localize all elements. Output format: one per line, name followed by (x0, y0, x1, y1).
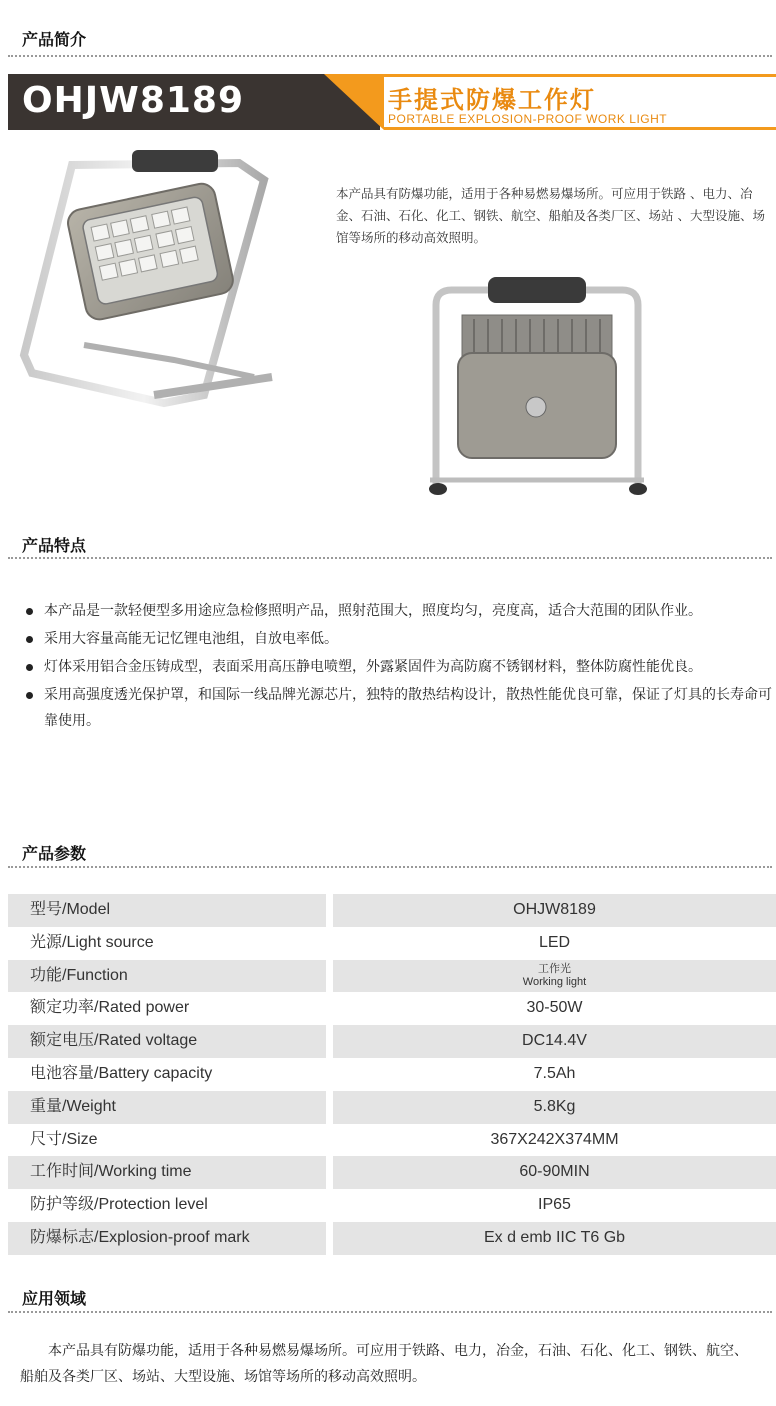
intro-text: 本产品具有防爆功能，适用于各种易燃易爆场所。可应用于铁路 、电力、冶金、石油、石化、化工、钢铁、航空、船舶及各类厂区、场站 、大型设施、场馆等场所的移动高效照明。 (336, 186, 765, 245)
lamp-back-image (418, 275, 656, 500)
param-key: 额定功率/Rated power (30, 999, 190, 1017)
param-key: 尺寸/Size (30, 1130, 98, 1148)
table-row (8, 1091, 776, 1124)
param-value: DC14.4V (333, 1025, 776, 1058)
param-key: 光源/Light source (30, 933, 154, 951)
feature-list (22, 598, 772, 736)
table-row (8, 960, 776, 993)
table-row (8, 1124, 776, 1157)
param-value: OHJW8189 (333, 894, 776, 927)
param-key: 型号/Model (8, 894, 326, 927)
table-row (8, 1156, 776, 1189)
param-value: 5.8Kg (333, 1091, 776, 1124)
param-value: Ex d emb IIC T6 Gb (333, 1222, 776, 1255)
bullet-icon (26, 692, 33, 699)
section-title: 产品参数 (22, 844, 87, 863)
application-text: 本产品具有防爆功能，适用于各种易燃易爆场所。可应用于铁路、电力，冶金，石油、石化、化工、钢铁、航空、船舶及各类厂区、场站、大型设施、场馆等场所的移动高效照明。 (20, 1343, 748, 1385)
table-row (8, 1189, 776, 1222)
params-table (8, 894, 776, 1255)
bullet-icon (26, 608, 33, 615)
table-row (8, 1025, 776, 1058)
section-divider (8, 1311, 772, 1313)
bullet-icon (26, 664, 33, 671)
table-row (8, 1222, 776, 1255)
param-key: 工作时间/Working time (8, 1156, 326, 1189)
table-row (8, 992, 776, 1025)
table-row (8, 1058, 776, 1091)
lamp-front-image (14, 145, 276, 415)
param-value: 367X242X374MM (490, 1130, 619, 1148)
banner-orange-wedge (324, 74, 384, 130)
banner-title-en: PORTABLE EXPLOSION-PROOF WORK LIGHT (388, 112, 668, 126)
section-title: 应用领域 (22, 1289, 87, 1308)
section-title: 产品特点 (22, 536, 87, 555)
table-row (8, 927, 776, 960)
feature-item: 采用高强度透光保护罩，和国际一线品牌光源芯片，独特的散热结构设计，散热性能优良可靠，保证了灯具的长寿命可靠使用。 (22, 682, 772, 734)
table-row (8, 894, 776, 927)
param-value: 60-90MIN (333, 1156, 776, 1189)
param-key: 防爆标志/Explosion-proof mark (8, 1222, 326, 1255)
param-key: 防护等级/Protection level (30, 1196, 208, 1214)
feature-item: 灯体采用铝合金压铸成型，表面采用高压静电喷塑，外露紧固件为高防腐不锈钢材料，整体防腐性能优良。 (22, 654, 772, 680)
product-banner (8, 74, 776, 130)
param-value: IP65 (538, 1196, 571, 1214)
param-key: 额定电压/Rated voltage (8, 1025, 326, 1058)
section-divider (8, 557, 772, 559)
bullet-icon (26, 636, 33, 643)
section-divider (8, 55, 772, 57)
param-value: 7.5Ah (533, 1064, 576, 1082)
param-value: 30-50W (526, 999, 583, 1017)
section-divider (8, 866, 772, 868)
section-title: 产品简介 (22, 30, 87, 49)
feature-item: 采用大容量高能无记忆锂电池组，自放电率低。 (22, 626, 772, 652)
banner-model: OHJW8189 (22, 80, 245, 121)
param-key: 电池容量/Battery capacity (30, 1064, 213, 1082)
param-key: 重量/Weight (8, 1091, 326, 1124)
param-value: LED (538, 933, 571, 951)
banner-title-cn: 手提式防爆工作灯 (388, 86, 596, 114)
param-value: 工作光 Working light (333, 960, 776, 993)
param-key: 功能/Function (8, 960, 326, 993)
banner-bottom-line (384, 127, 776, 130)
feature-item: 本产品是一款轻便型多用途应急检修照明产品，照射范围大，照度均匀，亮度高，适合大范围的团队作业。 (22, 598, 772, 624)
banner-top-line (384, 74, 776, 77)
